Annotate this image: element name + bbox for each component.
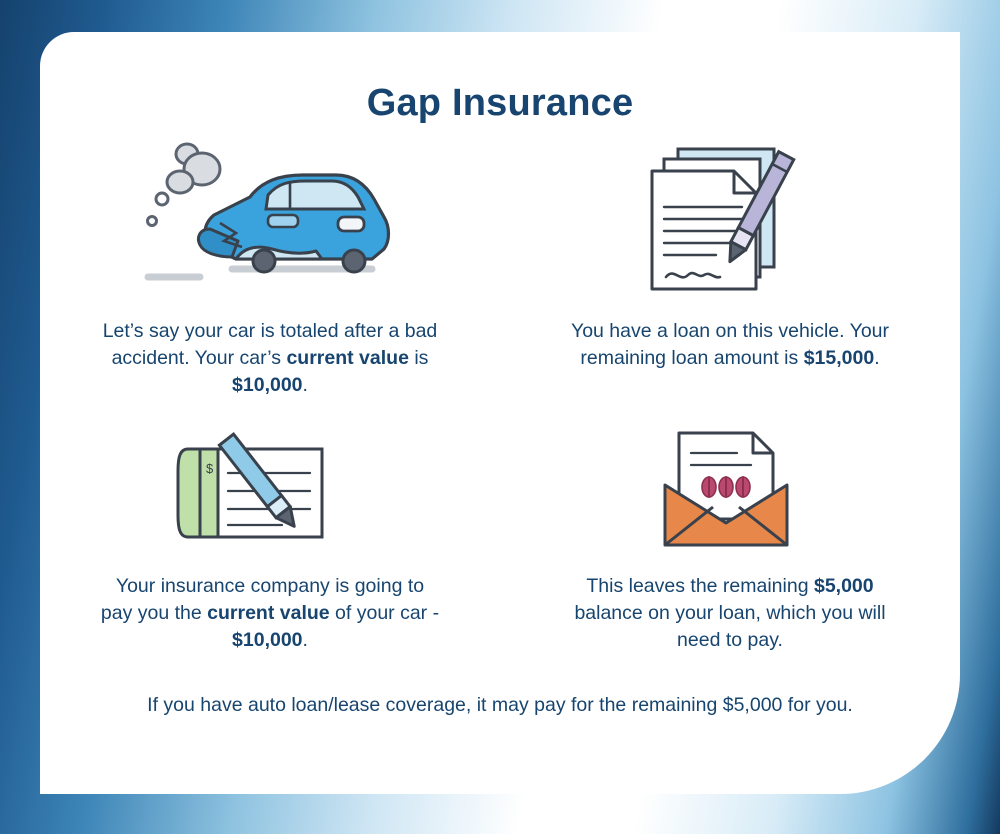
step-2 [500, 132, 960, 399]
steps-row-1 [40, 132, 960, 399]
steps-row-2 [40, 417, 960, 654]
crashed-car-icon [140, 132, 400, 312]
step-4-caption: This leaves the remaining $5,000 balance on your loan, which you will need to pay. [574, 575, 886, 651]
step-3-caption: Your insurance company is going to pay you the current value of your car - $10,000. [100, 575, 440, 651]
loan-documents-icon [630, 132, 830, 312]
step-3 [40, 417, 500, 654]
page-title: Gap Insurance [366, 82, 634, 124]
step-1 [40, 132, 500, 399]
step-2-caption: You have a loan on this vehicle. Your remaining loan amount is $15,000. [570, 320, 890, 369]
step-4 [500, 417, 960, 654]
svg-text:$: $ [206, 461, 214, 476]
envelope-money-icon [645, 417, 815, 567]
steps-grid [40, 132, 960, 654]
content-card [40, 32, 960, 794]
footer-note: If you have auto loan/lease coverage, it may pay for the remaining $5,000 for you. [147, 694, 853, 716]
step-1-caption: Let’s say your car is totaled after a bad accident. Your car’s current value is $10,000. [102, 320, 438, 396]
check-payment-icon [170, 417, 370, 567]
